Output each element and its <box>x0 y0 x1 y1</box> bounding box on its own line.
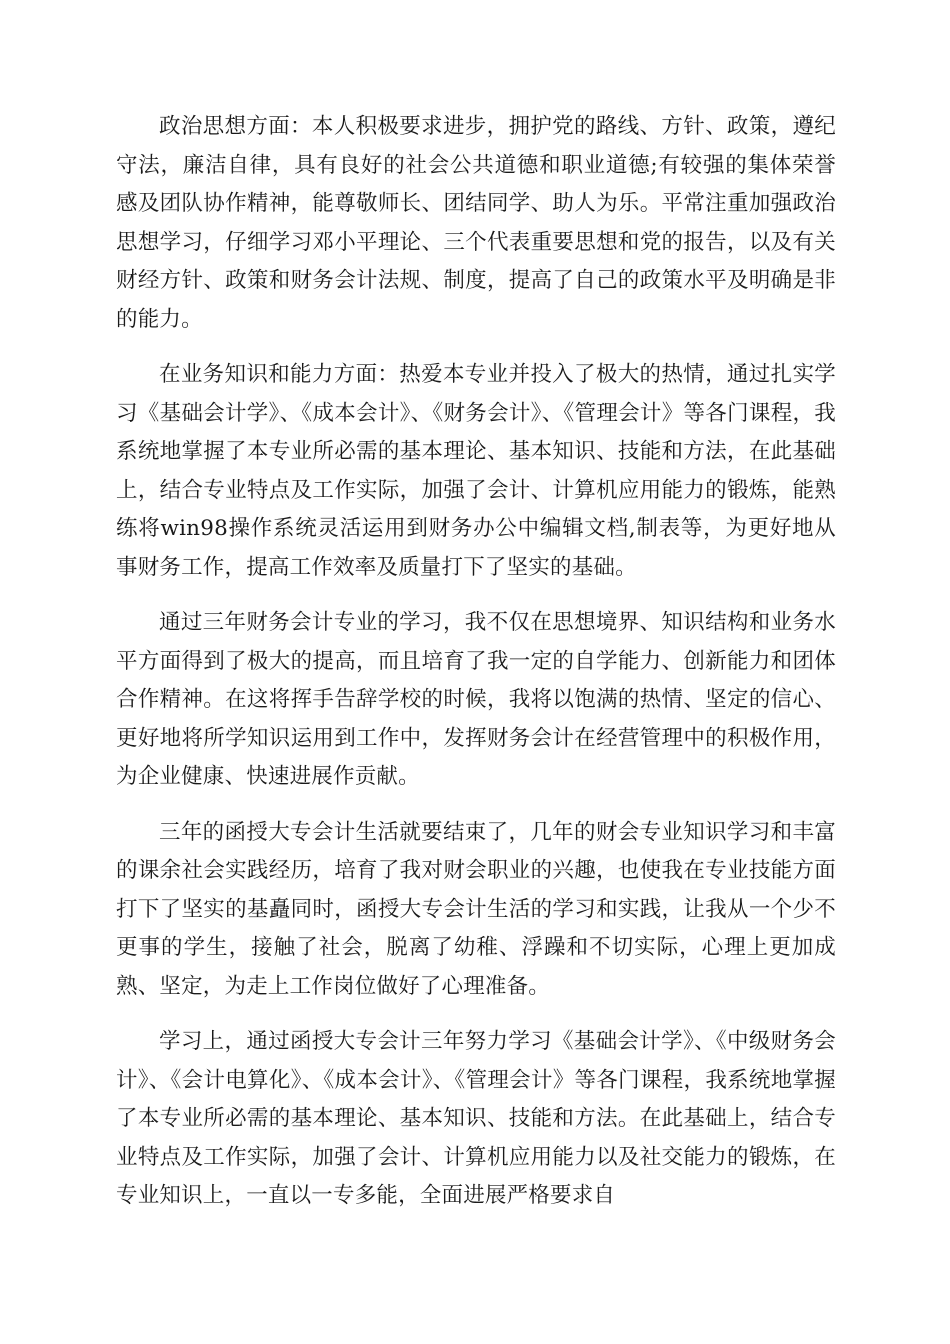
paragraph-study-courses: 学习上，通过函授大专会计三年努力学习《基础会计学》、《中级财务会计》、《会计电算化》、《成本会计》、《管理会计》等各门课程，我系统地掌握了本专业所必需的基本理论、基本知识、技能和方法。在此基础上，结合专业特点及工作实际，加强了会计、计算机应用能力以及社交能力的锻炼，在专业知识上，一直以一专多能，全面进展严格要求自 <box>116 1029 836 1208</box>
paragraph-correspondence-college: 三年的函授大专会计生活就要结束了，几年的财会专业知识学习和丰富的课余社会实践经历，培育了我对财会职业的兴趣，也使我在专业技能方面打下了坚实的基矗同时，函授大专会计生活的学习和实践，让我从一个少不更事的学生，接触了社会，脱离了幼稚、浮躁和不切实际，心理上更加成熟、坚定，为走上工作岗位做好了心理准备。 <box>116 819 836 999</box>
paragraph-political-thought: 政治思想方面：本人积极要求进步，拥护党的路线、方针、政策，遵纪守法，廉洁自律，具有良好的社会公共道德和职业道德;有较强的集体荣誉感及团队协作精神，能尊敬师长、团结同学、助人为乐。平常注重加强政治思想学习，仔细学习邓小平理论、三个代表重要思想和党的报告，以及有关财经方针、政策和财务会计法规、制度，提高了自己的政策水平及明确是非的能力。 <box>116 114 836 332</box>
paragraph-three-year-study: 通过三年财务会计专业的学习，我不仅在思想境界、知识结构和业务水平方面得到了极大的提高，而且培育了我一定的自学能力、创新能力和团体合作精神。在这将挥手告辞学校的时候，我将以饱满的热情、坚定的信心、更好地将所学知识运用到工作中，发挥财务会计在经营管理中的积极作用，为企业健康、快速进展作贡献。 <box>116 610 836 789</box>
document-body <box>116 108 836 1233</box>
paragraph-professional-knowledge: 在业务知识和能力方面：热爱本专业并投入了极大的热情，通过扎实学习《基础会计学》、《成本会计》、《财务会计》、《管理会计》等各门课程，我系统地掌握了本专业所必需的基本理论、基本知识、技能和方法，在此基础上，结合专业特点及工作实际，加强了会计、计算机应用能力的锻炼，能熟练将win98操作系统灵活运用到财务办公中编辑文档,制表等，为更好地从事财务工作，提高工作效率及质量打下了坚实的基础。 <box>116 362 836 580</box>
